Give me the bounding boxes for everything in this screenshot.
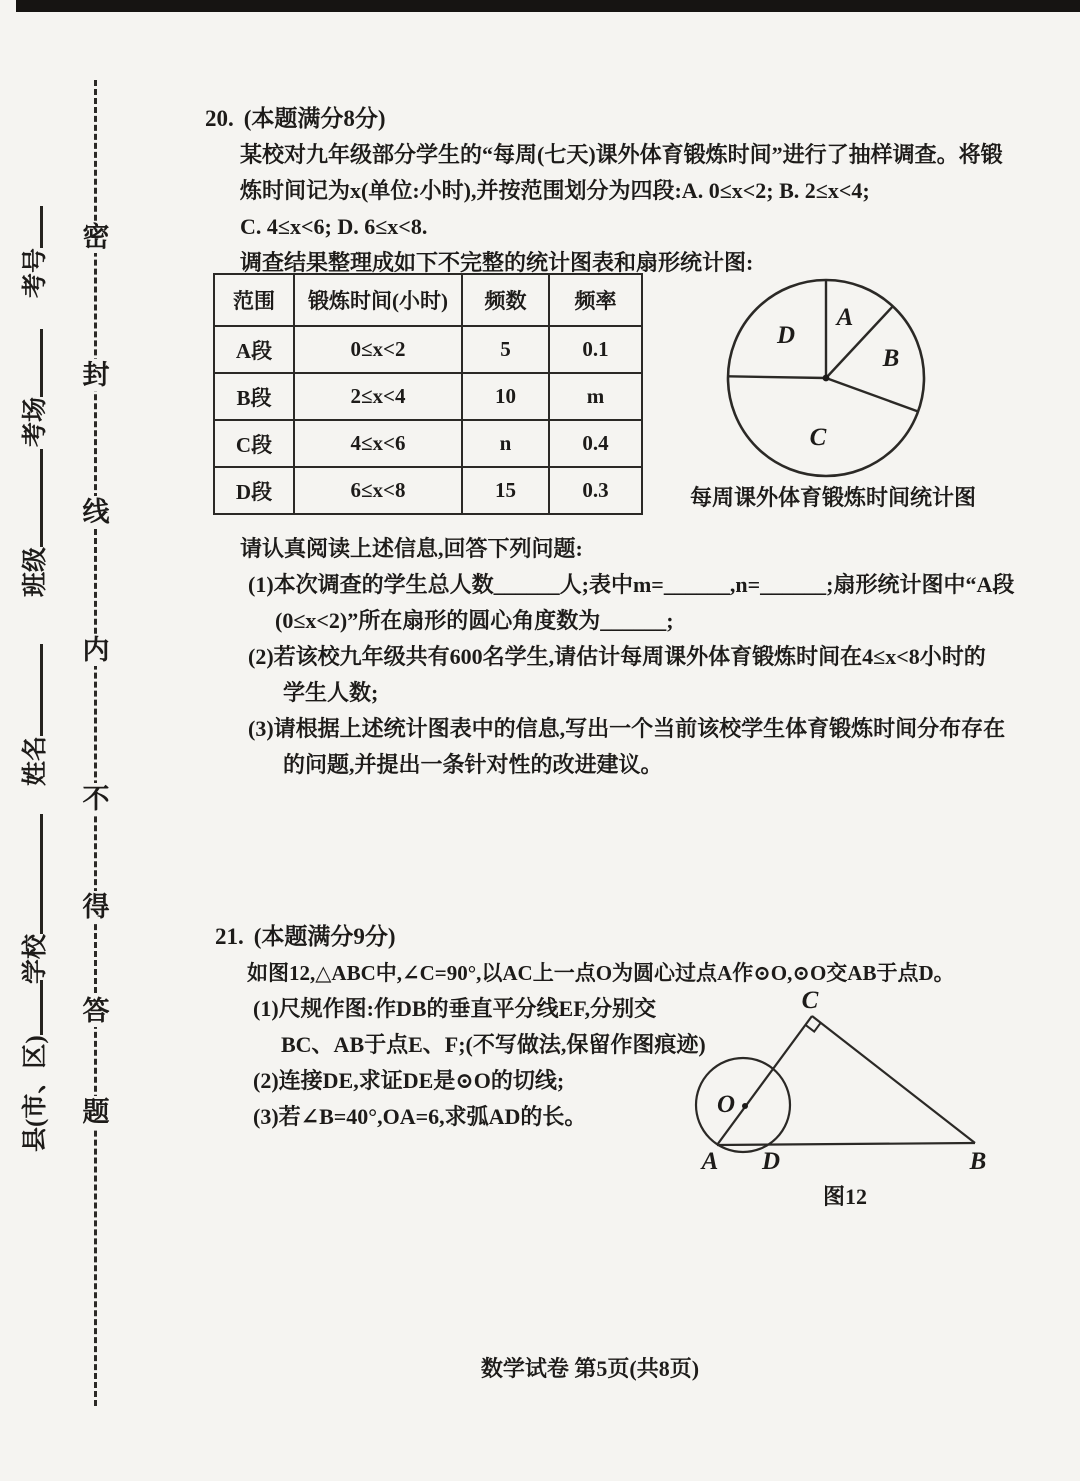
- question-21-heading: [215, 918, 1050, 955]
- pie-divider-bc: [826, 378, 918, 412]
- right-angle-mark: [806, 1023, 821, 1032]
- cell: m: [549, 373, 642, 420]
- cell: 0.1: [549, 326, 642, 373]
- point-label-d: D: [761, 1148, 781, 1175]
- field-exam-room: [18, 329, 52, 447]
- q20-sub1: (1)本次调查的学生总人数______人;表中m=______,n=______;扇形统计图中“A段: [248, 572, 1015, 597]
- q21-sub3: (3)若∠B=40°,OA=6,求弧AD的长。: [253, 1104, 587, 1129]
- vertex-label-b: B: [969, 1148, 987, 1175]
- cell: A段: [214, 326, 294, 373]
- segment-cb: [812, 1016, 975, 1143]
- cell: 0.3: [549, 467, 642, 514]
- col-header: 频数: [462, 274, 549, 326]
- cell: 0.4: [549, 420, 642, 467]
- col-header: 锻炼时间(小时): [294, 274, 462, 326]
- field-county: [18, 980, 52, 1152]
- question-score: (本题满分9分): [253, 924, 396, 949]
- field-label: 学校: [22, 933, 49, 984]
- q21-sub2: (2)连接DE,求证DE是⊙O的切线;: [253, 1068, 565, 1093]
- question-number: 21.: [215, 924, 244, 949]
- seal-char: 得: [79, 891, 113, 923]
- cell: 4≤x<6: [294, 420, 462, 467]
- cell: C段: [214, 420, 294, 467]
- segment-ab: [717, 1143, 975, 1145]
- field-exam-number: [18, 206, 52, 298]
- cell: 2≤x<4: [294, 373, 462, 420]
- question-score: (本题满分8分): [243, 106, 386, 131]
- q20-intro-line: 某校对九年级部分学生的“每周(七天)课外体育锻炼时间”进行了抽样调查。将锻: [240, 142, 1003, 167]
- pie-center-dot: [823, 375, 830, 382]
- question-20: [205, 100, 1025, 783]
- question-20-heading: [205, 100, 1025, 137]
- field-blank: [18, 449, 43, 547]
- field-school: [18, 814, 52, 984]
- seal-char: 不: [79, 783, 113, 815]
- seal-char: 密: [79, 221, 113, 253]
- table-row: [214, 326, 642, 373]
- field-blank: [18, 206, 43, 248]
- pie-label-c: C: [809, 424, 827, 451]
- q20-sub3-cont: 的问题,并提出一条针对性的改进建议。: [283, 752, 663, 777]
- col-header: 范围: [214, 274, 294, 326]
- field-label: 考场: [22, 396, 49, 447]
- table-row: [214, 420, 642, 467]
- cell: 0≤x<2: [294, 326, 462, 373]
- seal-char: 答: [79, 995, 113, 1027]
- field-blank: [18, 814, 43, 934]
- q20-sub2-cont: 学生人数;: [283, 680, 379, 705]
- field-blank: [18, 329, 43, 397]
- col-header: 频率: [549, 274, 642, 326]
- question-21: [215, 918, 1050, 1209]
- cell: D段: [214, 467, 294, 514]
- pie-label-d: D: [776, 322, 796, 349]
- figure-caption: 图12: [822, 1184, 868, 1209]
- q20-intro-line: C. 4≤x<6; D. 6≤x<8.: [240, 214, 428, 239]
- field-label: 姓名: [22, 735, 49, 786]
- pie-label-a: A: [836, 304, 854, 331]
- center-o-dot: [742, 1103, 748, 1109]
- field-class: [18, 449, 52, 597]
- field-label: 考号: [22, 247, 49, 298]
- field-blank: [18, 644, 43, 736]
- pie-chart: [673, 253, 1003, 523]
- table-header-row: [214, 274, 642, 326]
- cell: 5: [462, 326, 549, 373]
- cell: B段: [214, 373, 294, 420]
- cell: 6≤x<8: [294, 467, 462, 514]
- q21-intro: 如图12,△ABC中,∠C=90°,以AC上一点O为圆心过点A作⊙O,⊙O交AB于点D。: [247, 961, 955, 985]
- seal-char: 封: [79, 359, 113, 391]
- figure-12: [660, 988, 1020, 1248]
- q20-intro-line: 炼时间记为x(单位:小时),并按范围划分为四段:A. 0≤x<2; B. 2≤x<4;: [240, 178, 870, 203]
- q21-sub1: (1)尺规作图:作DB的垂直平分线EF,分别交: [253, 996, 657, 1021]
- statistics-figures: [205, 281, 1025, 531]
- q20-intro-line: 调查结果整理成如下不完整的统计图表和扇形统计图:: [240, 250, 754, 275]
- field-label: 县(市、区): [22, 1035, 49, 1152]
- frequency-table: [213, 273, 643, 515]
- vertex-label-c: C: [801, 988, 819, 1014]
- seal-char: 线: [79, 496, 113, 528]
- pie-caption: 每周课外体育锻炼时间统计图: [689, 485, 977, 510]
- q20-sub2: (2)若该校九年级共有600名学生,请估计每周课外体育锻炼时间在4≤x<8小时的: [248, 644, 986, 669]
- q20-read-prompt: 请认真阅读上述信息,回答下列问题:: [240, 536, 583, 561]
- cell: 10: [462, 373, 549, 420]
- field-name: [18, 644, 52, 786]
- scan-edge-artifact: [16, 0, 1080, 12]
- table-row: [214, 373, 642, 420]
- vertex-label-a: A: [701, 1148, 719, 1175]
- seal-dashed-line: [94, 80, 97, 1406]
- field-blank: [18, 980, 43, 1035]
- pie-divider-cd: [728, 376, 826, 378]
- center-label-o: O: [716, 1091, 736, 1118]
- q20-sub1-cont: (0≤x<2)”所在扇形的圆心角度数为______;: [275, 608, 674, 633]
- page-footer: 数学试卷 第5页(共8页): [480, 1356, 700, 1381]
- field-label: 班级: [22, 546, 49, 597]
- seal-char: 题: [79, 1096, 113, 1128]
- table-row: [214, 467, 642, 514]
- cell: n: [462, 420, 549, 467]
- segment-ac: [717, 1016, 812, 1145]
- pie-label-b: B: [882, 345, 900, 372]
- question-number: 20.: [205, 106, 234, 131]
- q21-sub1-cont: BC、AB于点E、F;(不写做法,保留作图痕迹): [281, 1032, 706, 1057]
- q20-sub3: (3)请根据上述统计图表中的信息,写出一个当前该校学生体育锻炼时间分布存在: [248, 716, 1006, 741]
- seal-char: 内: [79, 634, 113, 666]
- cell: 15: [462, 467, 549, 514]
